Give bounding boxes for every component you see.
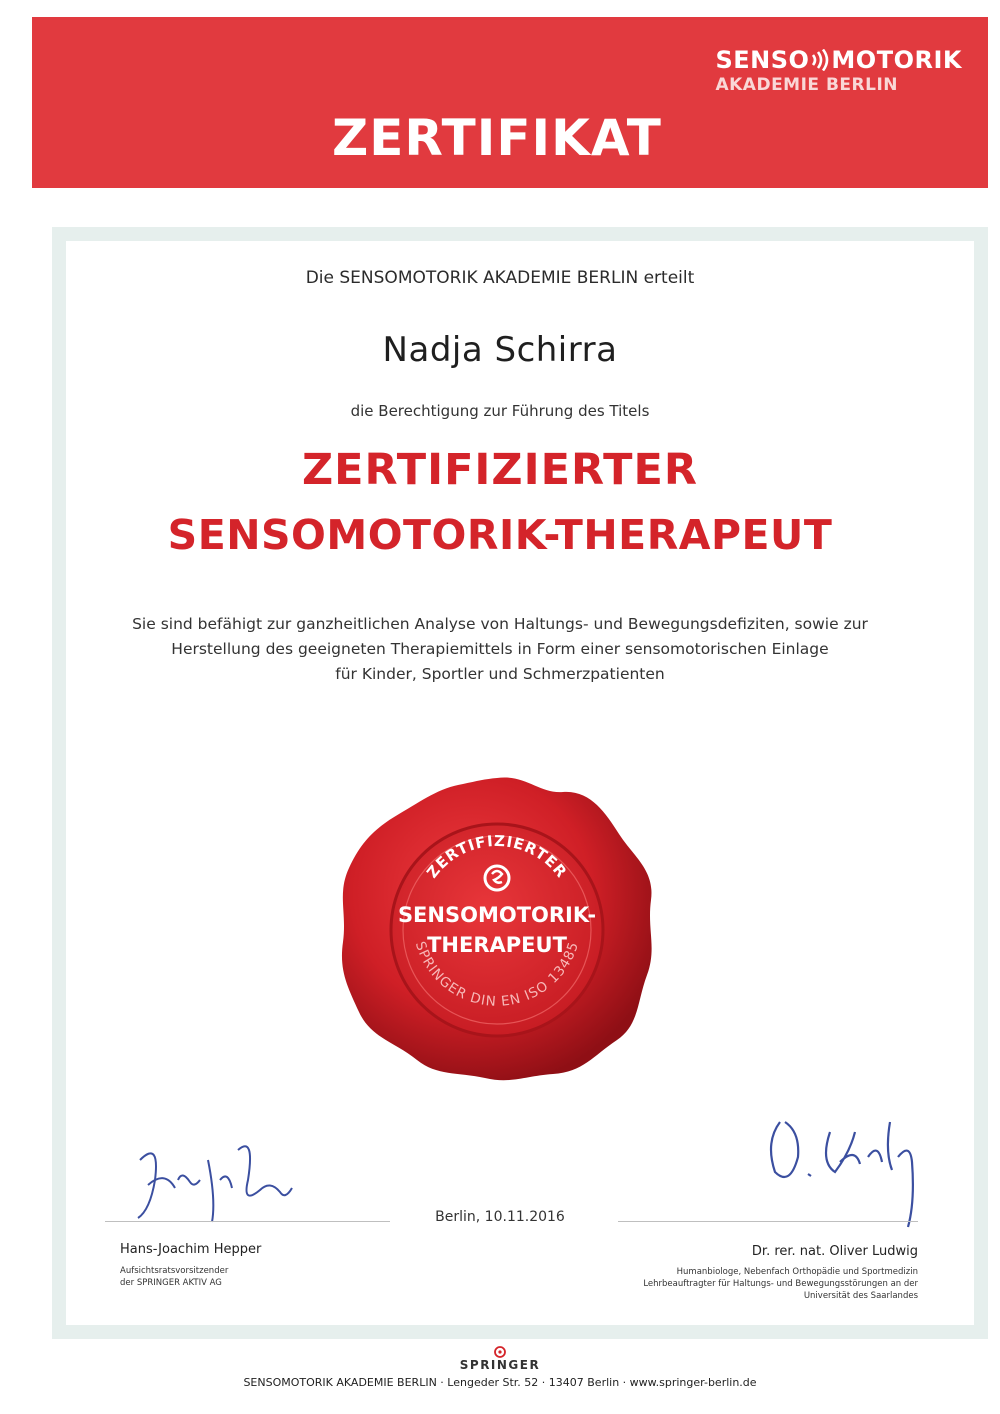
place-date: Berlin, 10.11.2016: [435, 1209, 565, 1225]
right-signer-role: [643, 1266, 918, 1302]
seal-arc-top-text: ZERTIFIZIERTER: [423, 831, 571, 882]
brand-subtitle: AKADEMIE BERLIN: [715, 75, 898, 95]
title-line-1: ZERTIFIZIERTER: [302, 445, 698, 495]
brand-part1: SENSO: [715, 46, 810, 74]
seal-line-1: SENSOMOTORIK-: [397, 903, 597, 927]
recipient-name: Nadja Schirra: [382, 330, 618, 370]
left-signer-role: [120, 1265, 228, 1289]
sound-waves-icon: [810, 49, 830, 71]
right-role-line-3: Universität des Saarlandes: [803, 1291, 918, 1301]
brand-part2: MOTORIK: [831, 46, 962, 74]
description-line-2: Herstellung des geeigneten Therapiemittels in Form einer sensomotorischen Einlage: [171, 640, 829, 658]
header-banner: [32, 17, 988, 188]
right-role-line-2: Lehrbeauftragter für Haltungs- und Bewegungsstörungen an der: [643, 1279, 918, 1289]
left-signer-name: Hans-Joachim Hepper: [120, 1242, 262, 1257]
wax-seal: [335, 770, 660, 1085]
right-role-line-1: Humanbiologe, Nebenfach Orthopädie und Sportmedizin: [676, 1267, 918, 1277]
springer-emblem-icon: [493, 1346, 507, 1358]
left-role-line-2: der SPRINGER AKTIV AG: [120, 1278, 222, 1288]
title-line-2: SENSOMOTORIK-THERAPEUT: [167, 511, 833, 559]
left-role-line-1: Aufsichtsratsvorsitzender: [120, 1266, 229, 1276]
footer-address: SENSOMOTORIK AKADEMIE BERLIN · Lengeder Str. 52 · 13407 Berlin · www.springer-berlin.de: [243, 1376, 757, 1389]
springer-name: SPRINGER: [459, 1358, 541, 1372]
permission-text: die Berechtigung zur Führung des Titels: [350, 402, 650, 420]
description-line-3: für Kinder, Sportler und Schmerzpatienten: [335, 665, 665, 683]
description-line-1: Sie sind befähigt zur ganzheitlichen Analyse von Haltungs- und Bewegungsdefiziten, sowie zur: [132, 615, 868, 633]
seal-arc-bottom-text: SPRINGER DIN EN ISO 13485: [411, 939, 583, 1010]
brand-name: [715, 45, 962, 75]
right-signer-name: Dr. rer. nat. Oliver Ludwig: [751, 1244, 918, 1259]
seal-line-2: THERAPEUT: [427, 933, 567, 957]
intro-text: Die SENSOMOTORIK AKADEMIE BERLIN erteilt: [305, 268, 695, 288]
description: [0, 612, 1000, 687]
brand-logo: [715, 45, 962, 95]
certificate-heading: ZERTIFIKAT: [332, 109, 662, 167]
springer-logo: [0, 1346, 1000, 1372]
